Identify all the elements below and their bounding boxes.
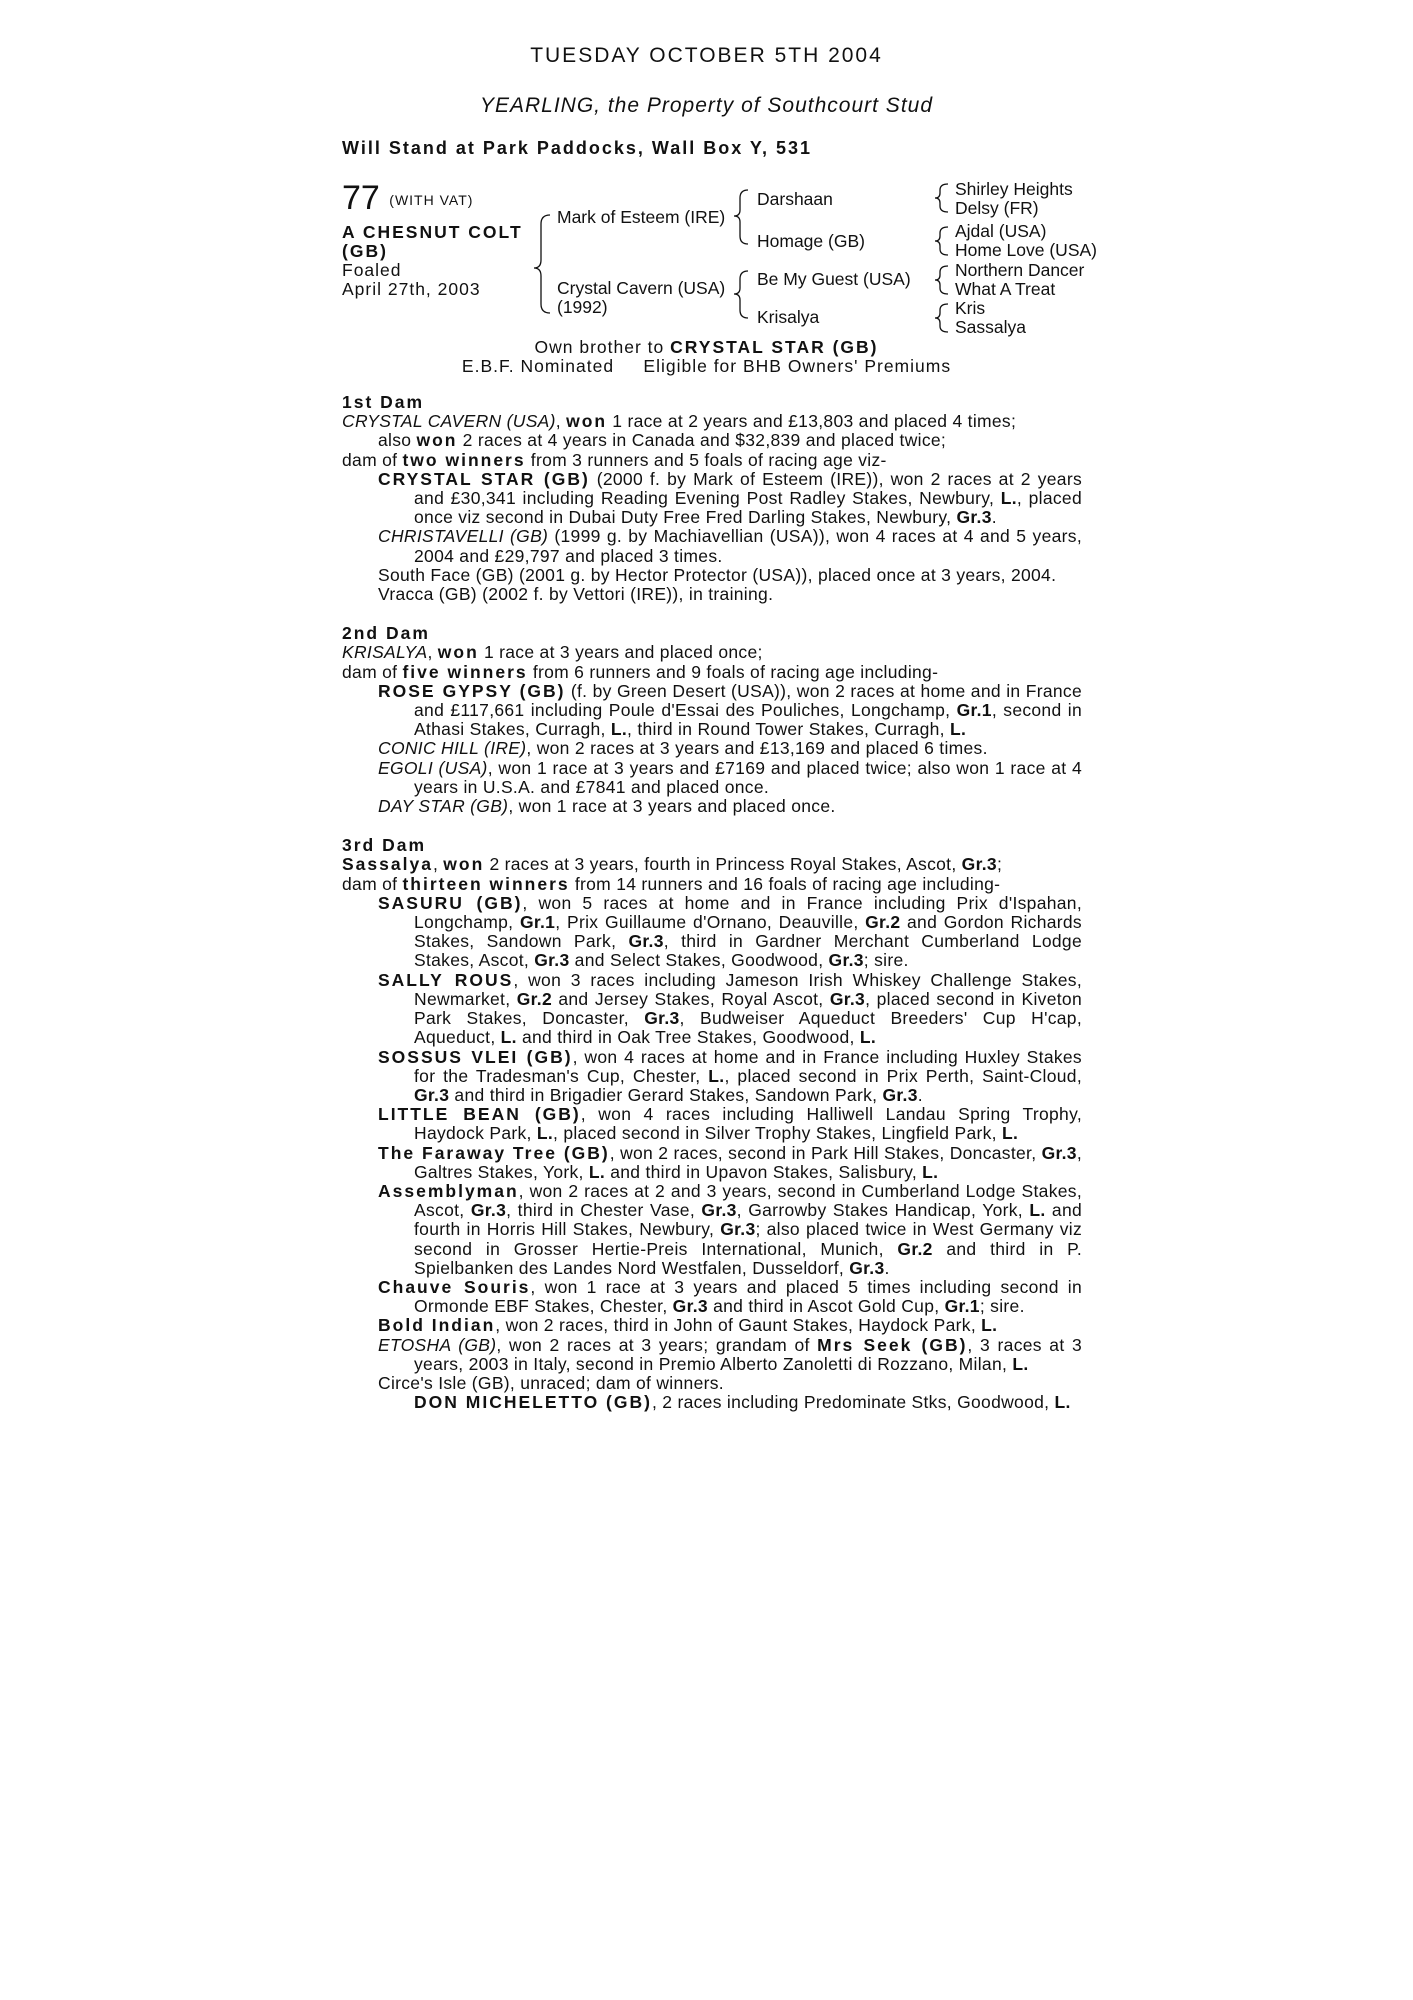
sire-dam: Homage (GB): [757, 231, 865, 251]
offspring-entry: CRYSTAL STAR (GB) (2000 f. by Mark of Esteem (IRE)), won 2 races at 2 years and £30,341 including Reading Evening Post Radley Stakes, Newbury, L., placed once viz second in Dubai Duty Free Fred Darling Stakes, Newbury, Gr.3.: [378, 468, 1082, 528]
gen3-1: Shirley Heights: [955, 179, 1073, 199]
sire: Mark of Esteem (IRE): [557, 207, 726, 227]
third-dam-heading: 3rd Dam: [342, 835, 427, 856]
sire-sire: Darshaan: [757, 189, 833, 209]
gen3-8: Sassalya: [955, 317, 1027, 337]
second-dam-line-2: dam of five winners from 6 runners and 9 foals of racing age including-: [342, 661, 939, 682]
bhb-eligible: Eligible for BHB Owners' Premiums: [643, 356, 952, 376]
offspring-entry: Bold Indian, won 2 races, third in John of Gaunt Stakes, Haydock Park, L.: [378, 1315, 998, 1336]
offspring-entry: DON MICHELETTO (GB), 2 races including Predominate Stks, Goodwood, L.: [414, 1392, 1071, 1413]
first-dam-heading: 1st Dam: [342, 392, 425, 412]
gen3-3: Ajdal (USA): [955, 221, 1047, 241]
produce-record: [342, 393, 1082, 1412]
first-dam-line-2: also won 2 races at 4 years in Canada and $32,839 and placed twice;: [378, 430, 947, 451]
offspring-entry: Circe's Isle (GB), unraced; dam of winners.: [378, 1372, 724, 1393]
offspring-entry: CHRISTAVELLI (GB) (1999 g. by Machiavellian (USA)), won 4 races at 4 and 5 years, 2004 and £29,797 and placed 3 times.: [378, 526, 1082, 566]
offspring-entry: ROSE GYPSY (GB) (f. by Green Desert (USA)), won 2 races at home and in France and £117,661 including Poule d'Essai des Pouliches, Longchamp, Gr.1, second in Athasi Stakes, Curragh, L., third in Round Tower Stakes, Curragh, L.: [378, 680, 1082, 740]
gen3-2: Delsy (FR): [955, 198, 1039, 218]
dam: Crystal Cavern (USA): [557, 278, 726, 298]
offspring-entry: South Face (GB) (2001 g. by Hector Protector (USA)), placed once at 3 years, 2004.: [378, 564, 1057, 585]
offspring-entry: LITTLE BEAN (GB), won 4 races including Halliwell Landau Spring Trophy, Haydock Park, L., placed second in Silver Trophy Stakes, Lingfield Park, L.: [378, 1104, 1082, 1144]
vat-note: (WITH VAT): [389, 192, 474, 209]
dam-sire: Be My Guest (USA): [757, 269, 911, 289]
nomination-note: [0, 356, 1413, 377]
offspring-entry: Assemblyman, won 2 races at 2 and 3 years, second in Cumberland Lodge Stakes, Ascot, Gr.3, third in Chester Vase, Gr.3, Garrowby Stakes Handicap, York, L. and fourth in Horris Hill Stakes, Newbury, Gr.3; also placed twice in West Germany viz second in Grosser Hertie-Preis International, Munich, Gr.2 and third in P. Spielbanken des Landes Nord Westfalen, Dusseldorf, Gr.3.: [378, 1180, 1083, 1278]
dam-dam: Krisalya: [757, 307, 820, 327]
second-dam-line: KRISALYA, won 1 race at 3 years and placed once;: [342, 642, 763, 663]
offspring-entry: Chauve Souris, won 1 race at 3 years and placed 5 times including second in Ormonde EBF Stakes, Chester, Gr.3 and third in Ascot Gold Cup, Gr.1; sire.: [378, 1276, 1082, 1317]
offspring-entry: EGOLI (USA), won 1 race at 3 years and £7169 and placed twice; also won 1 race at 4 years in U.S.A. and £7841 and placed once.: [378, 757, 1082, 797]
offspring-entry: SOSSUS VLEI (GB), won 4 races at home and in France including Huxley Stakes for the Tradesman's Cup, Chester, L., placed second in Prix Perth, Saint-Cloud, Gr.3 and third in Brigadier Gerard Stakes, Sandown Park, Gr.3.: [378, 1046, 1083, 1105]
foaled-label: Foaled: [342, 260, 402, 280]
offspring-entry: CONIC HILL (IRE), won 2 races at 3 years and £13,169 and placed 6 times.: [378, 738, 988, 759]
lot-number: 77: [342, 179, 380, 217]
gen3-7: Kris: [955, 298, 986, 318]
foaled-date: April 27th, 2003: [342, 279, 481, 299]
offspring-entry: The Faraway Tree (GB), won 2 races, second in Park Hill Stakes, Doncaster, Gr.3, Galtres Stakes, York, L. and third in Upavon Stakes, Salisbury, L.: [378, 1142, 1082, 1182]
lot-subtitle: YEARLING, the Property of Southcourt Stud: [479, 94, 934, 117]
offspring-entry: Vracca (GB) (2002 f. by Vettori (IRE)), in training.: [378, 584, 774, 605]
dam-year: (1992): [557, 297, 608, 317]
own-brother-note: Own brother to CRYSTAL STAR (GB): [534, 337, 879, 357]
gen3-5: Northern Dancer: [955, 260, 1085, 280]
horse-description: A CHESNUT COLT (GB): [342, 222, 523, 261]
sale-date: TUESDAY OCTOBER 5TH 2004: [530, 44, 883, 67]
offspring-entry: ETOSHA (GB), won 2 races at 3 years; grandam of Mrs Seek (GB), 3 races at 3 years, 2003 in Italy, second in Premio Alberto Zanoletti di Rozzano, Milan, L.: [378, 1334, 1082, 1374]
stand-location: Will Stand at Park Paddocks, Wall Box Y, 531: [342, 138, 812, 158]
first-dam-line: CRYSTAL CAVERN (USA), won 1 race at 2 years and £13,803 and placed 4 times;: [342, 411, 1017, 432]
first-dam-line-3: dam of two winners from 3 runners and 5 foals of racing age viz-: [342, 449, 887, 470]
offspring-entry: DAY STAR (GB), won 1 race at 3 years and placed once.: [378, 796, 836, 817]
own-brother-name: CRYSTAL STAR (GB): [670, 337, 879, 357]
ebf-nominated: E.B.F. Nominated: [461, 356, 615, 376]
third-dam-line: Sassalya, won 2 races at 3 years, fourth in Princess Royal Stakes, Ascot, Gr.3;: [342, 854, 1003, 875]
offspring-entry: SASURU (GB), won 5 races at home and in France including Prix d'Ispahan, Longchamp, Gr.1, Prix Guillaume d'Ornano, Deauville, Gr.2 and Gordon Richards Stakes, Sandown Park, Gr.3, third in Gardner Merchant Cumberland Lodge Stakes, Ascot, Gr.3 and Select Stakes, Goodwood, Gr.3; sire.: [378, 892, 1082, 971]
gen3-6: What A Treat: [955, 279, 1056, 299]
offspring-entry: SALLY ROUS, won 3 races including Jameson Irish Whiskey Challenge Stakes, Newmarket, Gr.2 and Jersey Stakes, Royal Ascot, Gr.3, placed second in Kiveton Park Stakes, Doncaster, Gr.3, Budweiser Aqueduct Breeders' Cup H'cap, Aqueduct, L. and third in Oak Tree Stakes, Goodwood, L.: [378, 969, 1082, 1048]
third-dam-line-2: dam of thirteen winners from 14 runners and 16 foals of racing age including-: [342, 873, 1001, 894]
second-dam-heading: 2nd Dam: [342, 623, 430, 644]
gen3-4: Home Love (USA): [955, 240, 1097, 260]
